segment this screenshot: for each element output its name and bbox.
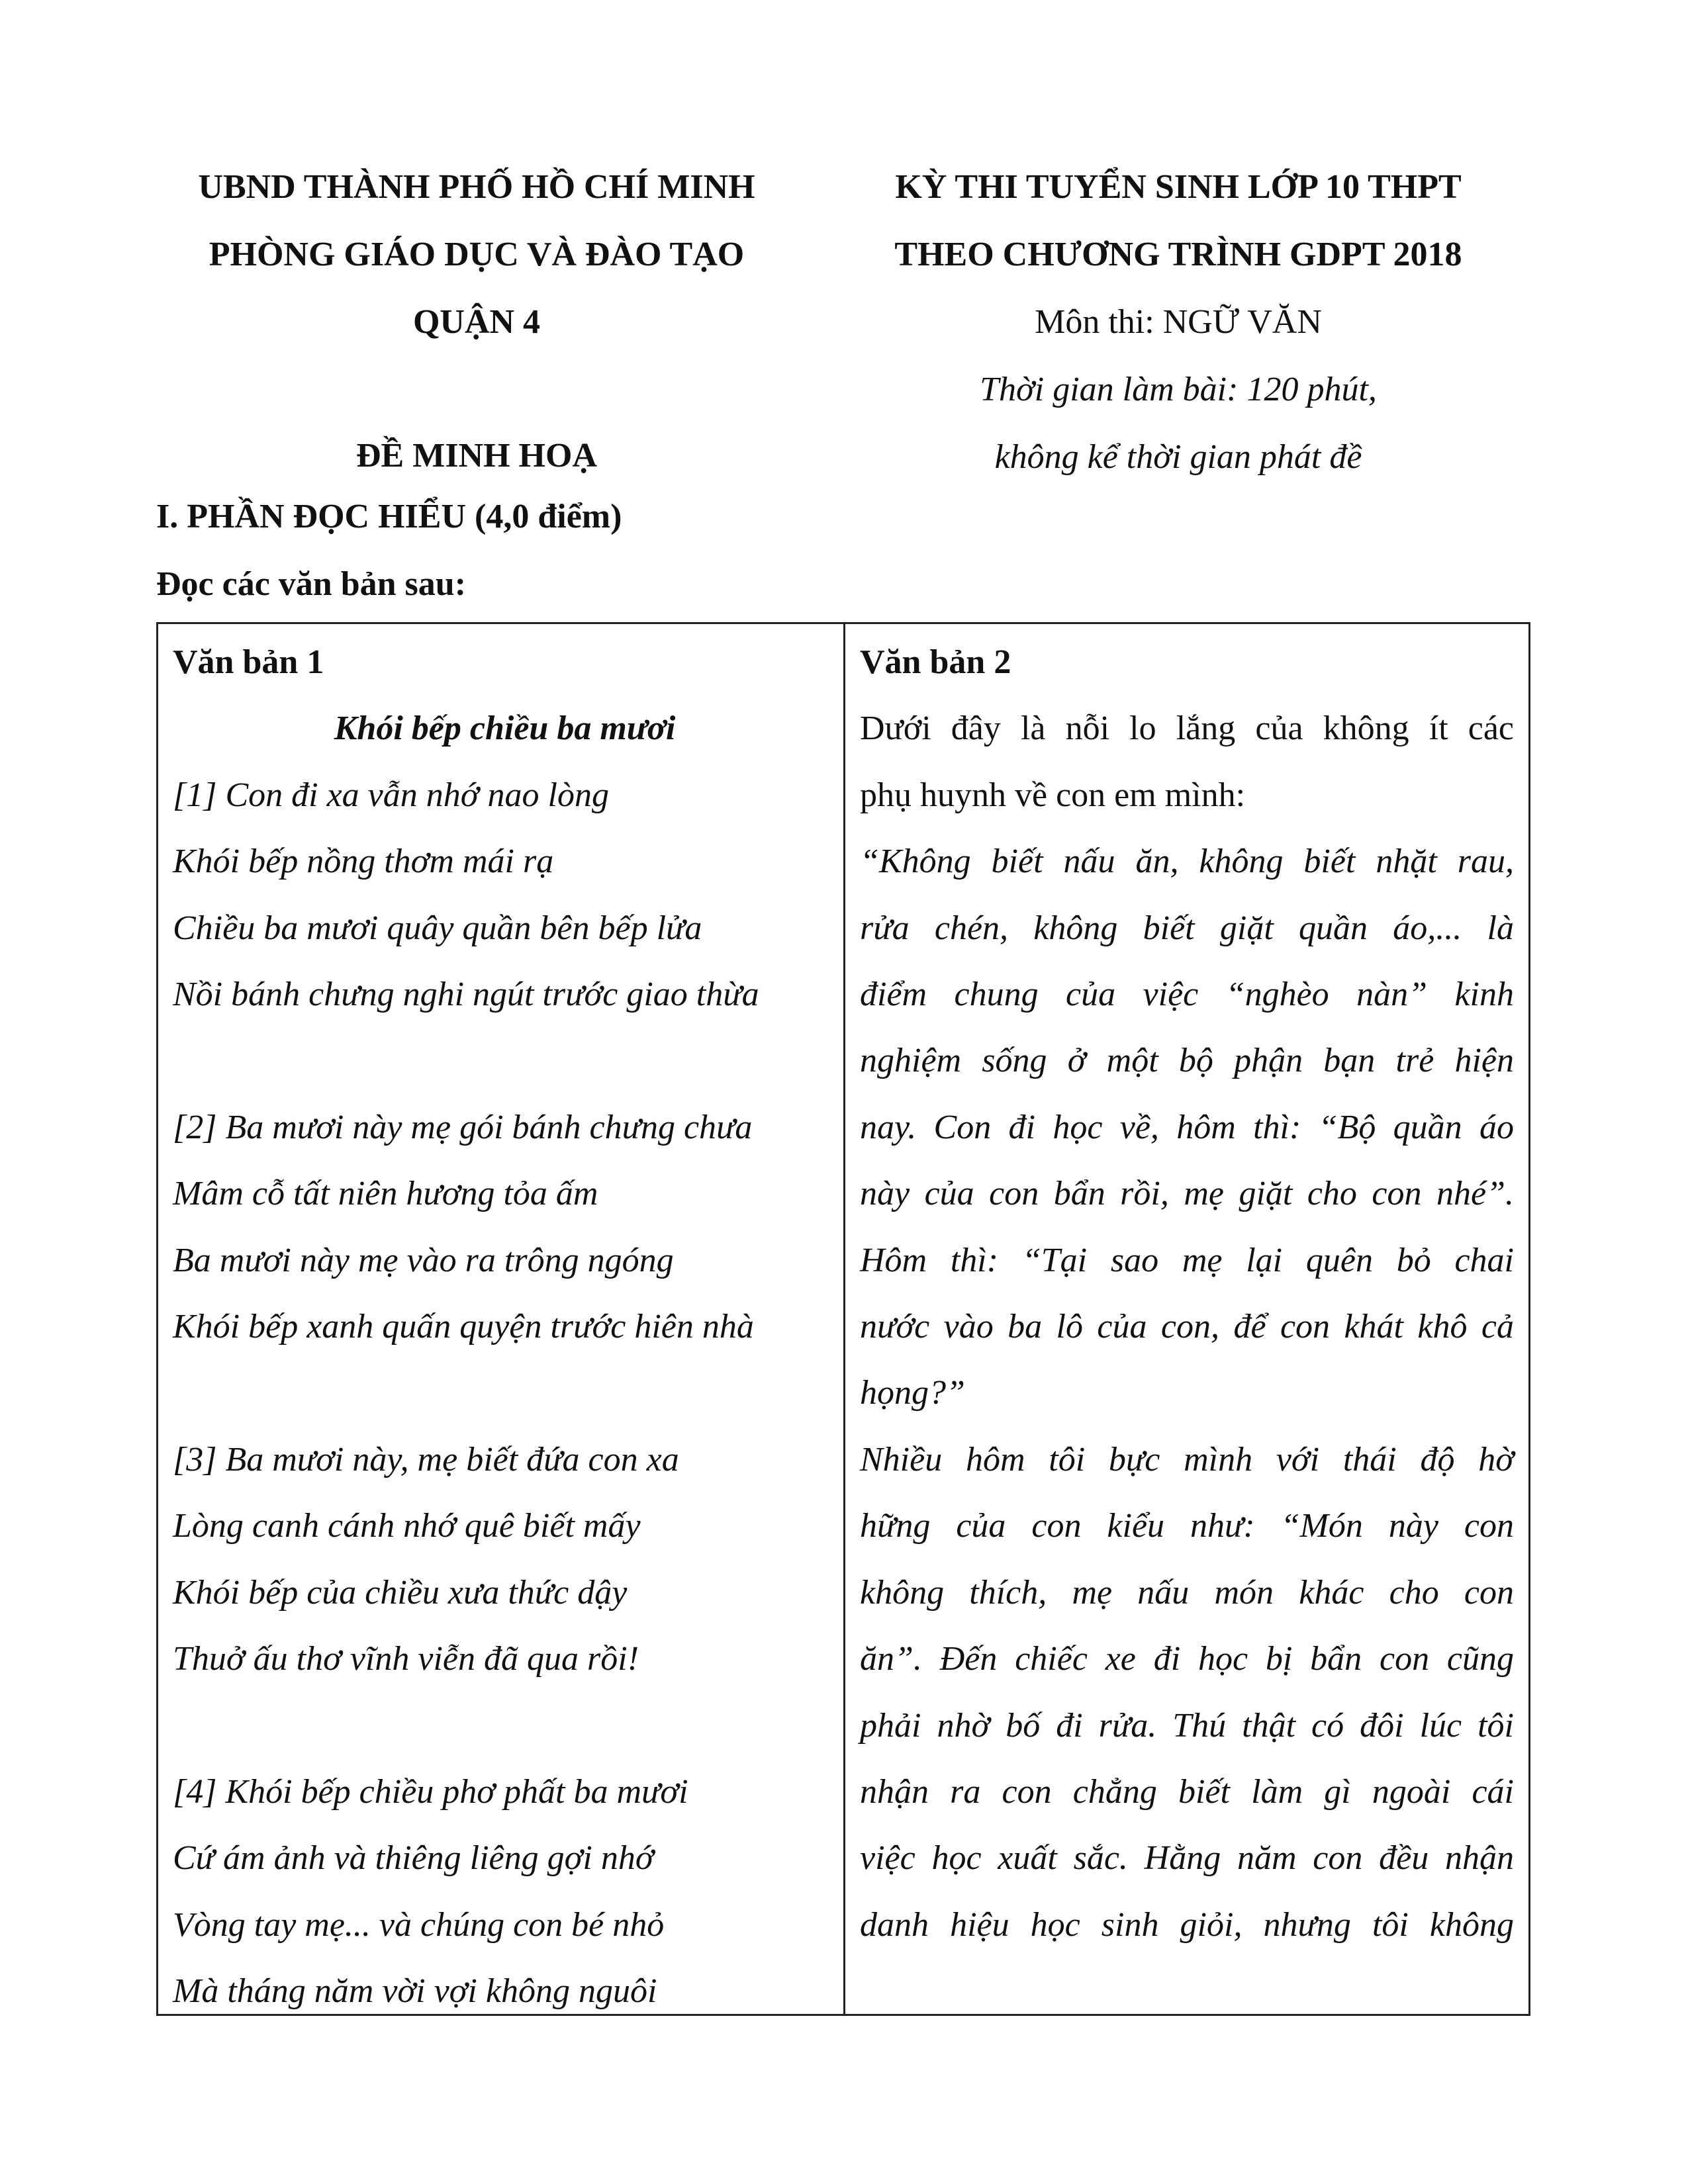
poem-line: Ba mươi này mẹ vào ra trông ngóng: [173, 1241, 674, 1279]
text2-line: “Không biết nấu ăn, không biết nhặt rau,: [860, 842, 1514, 881]
poem-line: [3] Ba mươi này, mẹ biết đứa con xa: [173, 1440, 679, 1479]
poem-line: [4] Khói bếp chiều phơ phất ba mươi: [173, 1772, 688, 1811]
issuer-header: [146, 154, 808, 490]
text2-line: điểm chung của việc “nghèo nàn” kinh: [860, 976, 1514, 1014]
exam-program: THEO CHƯƠNG TRÌNH GDPT 2018: [894, 236, 1462, 273]
text2-line: Dưới đây là nỗi lo lắng của không ít các: [860, 709, 1514, 748]
poem-line: Mâm cỗ tất niên hương tỏa ấm: [173, 1175, 598, 1213]
poem-line: Khói bếp nồng thơm mái rạ: [173, 842, 554, 881]
text2-column: [845, 624, 1528, 2014]
text2-line: nước vào ba lô của con, để con khát khô cả: [860, 1308, 1514, 1346]
poem-line: Lòng canh cánh nhớ quê biết mấy: [173, 1507, 641, 1545]
poem-line: Chiều ba mươi quây quần bên bếp lửa: [173, 909, 702, 947]
text2-line: nghiệm sống ở một bộ phận bạn trẻ hiện: [860, 1042, 1514, 1080]
poem-line: Khói bếp của chiều xưa thức dậy: [173, 1573, 628, 1612]
text2-line: Nhiều hôm tôi bực mình với thái độ hờ: [860, 1440, 1514, 1479]
text2-line: hững của con kiểu như: “Món này con: [860, 1507, 1514, 1545]
text2-line: danh hiệu học sinh giỏi, nhưng tôi không: [860, 1905, 1514, 1944]
exam-time: Thời gian làm bài: 120 phút,: [980, 371, 1377, 408]
section-instruction: Đọc các văn bản sau:: [156, 565, 467, 603]
poem-title: Khói bếp chiều ba mươi: [334, 709, 676, 748]
issuer-line-1: UBND THÀNH PHỐ HỒ CHÍ MINH: [198, 168, 755, 206]
text1-label: Văn bản 1: [173, 643, 324, 681]
text2-line: phụ huynh về con em mình:: [860, 776, 1246, 814]
exam-subject: Môn thi: NGỮ VĂN: [1035, 303, 1322, 341]
issuer-line-3: QUẬN 4: [412, 303, 541, 341]
text2-line: Hôm thì: “Tại sao mẹ lại quên bỏ chai: [860, 1241, 1514, 1279]
doc-type: ĐỀ MINH HOẠ: [356, 437, 597, 475]
exam-time-note: không kể thời gian phát đề: [994, 438, 1362, 476]
text2-line: này của con bẩn rồi, mẹ giặt cho con nhé”.: [860, 1175, 1514, 1213]
text2-line: ăn”. Đến chiếc xe đi học bị bẩn con cũng: [860, 1640, 1514, 1678]
reading-texts-table: [156, 622, 1530, 2016]
poem-line: [2] Ba mươi này mẹ gói bánh chưng chưa: [173, 1108, 753, 1146]
text2-label: Văn bản 2: [860, 643, 1011, 681]
poem-line: Nồi bánh chưng nghi ngút trước giao thừa: [173, 976, 759, 1014]
section-title: I. PHẦN ĐỌC HIỂU (4,0 điểm): [156, 498, 622, 535]
text2-line: không thích, mẹ nấu món khác cho con: [860, 1573, 1514, 1612]
issuer-line-2: PHÒNG GIÁO DỤC VÀ ĐÀO TẠO: [209, 236, 745, 273]
text1-column: [158, 624, 845, 2014]
poem-line: Thuở ấu thơ vĩnh viễn đã qua rồi!: [173, 1640, 639, 1678]
poem-line: Khói bếp xanh quấn quyện trước hiên nhà: [173, 1308, 754, 1346]
exam-header: [821, 154, 1536, 491]
text2-line: phải nhờ bố đi rửa. Thú thật có đôi lúc tôi: [860, 1706, 1514, 1745]
exam-name: KỲ THI TUYỂN SINH LỚP 10 THPT: [895, 168, 1462, 206]
text2-line: rửa chén, không biết giặt quần áo,... là: [860, 909, 1514, 947]
text2-line: nay. Con đi học về, hôm thì: “Bộ quần áo: [860, 1108, 1514, 1146]
text2-line: họng?”: [860, 1374, 965, 1412]
poem-line: [1] Con đi xa vẫn nhớ nao lòng: [173, 776, 609, 814]
poem-body: [173, 762, 837, 2025]
poem-line: Mà tháng năm vời vợi không nguôi: [173, 1972, 657, 2011]
text2-line: việc học xuất sắc. Hằng năm con đều nhận: [860, 1839, 1514, 1878]
text2-line: nhận ra con chẳng biết làm gì ngoài cái: [860, 1772, 1514, 1811]
poem-line: Cứ ám ảnh và thiêng liêng gợi nhớ: [173, 1839, 654, 1878]
poem-line: Vòng tay mẹ... và chúng con bé nhỏ: [173, 1905, 665, 1944]
